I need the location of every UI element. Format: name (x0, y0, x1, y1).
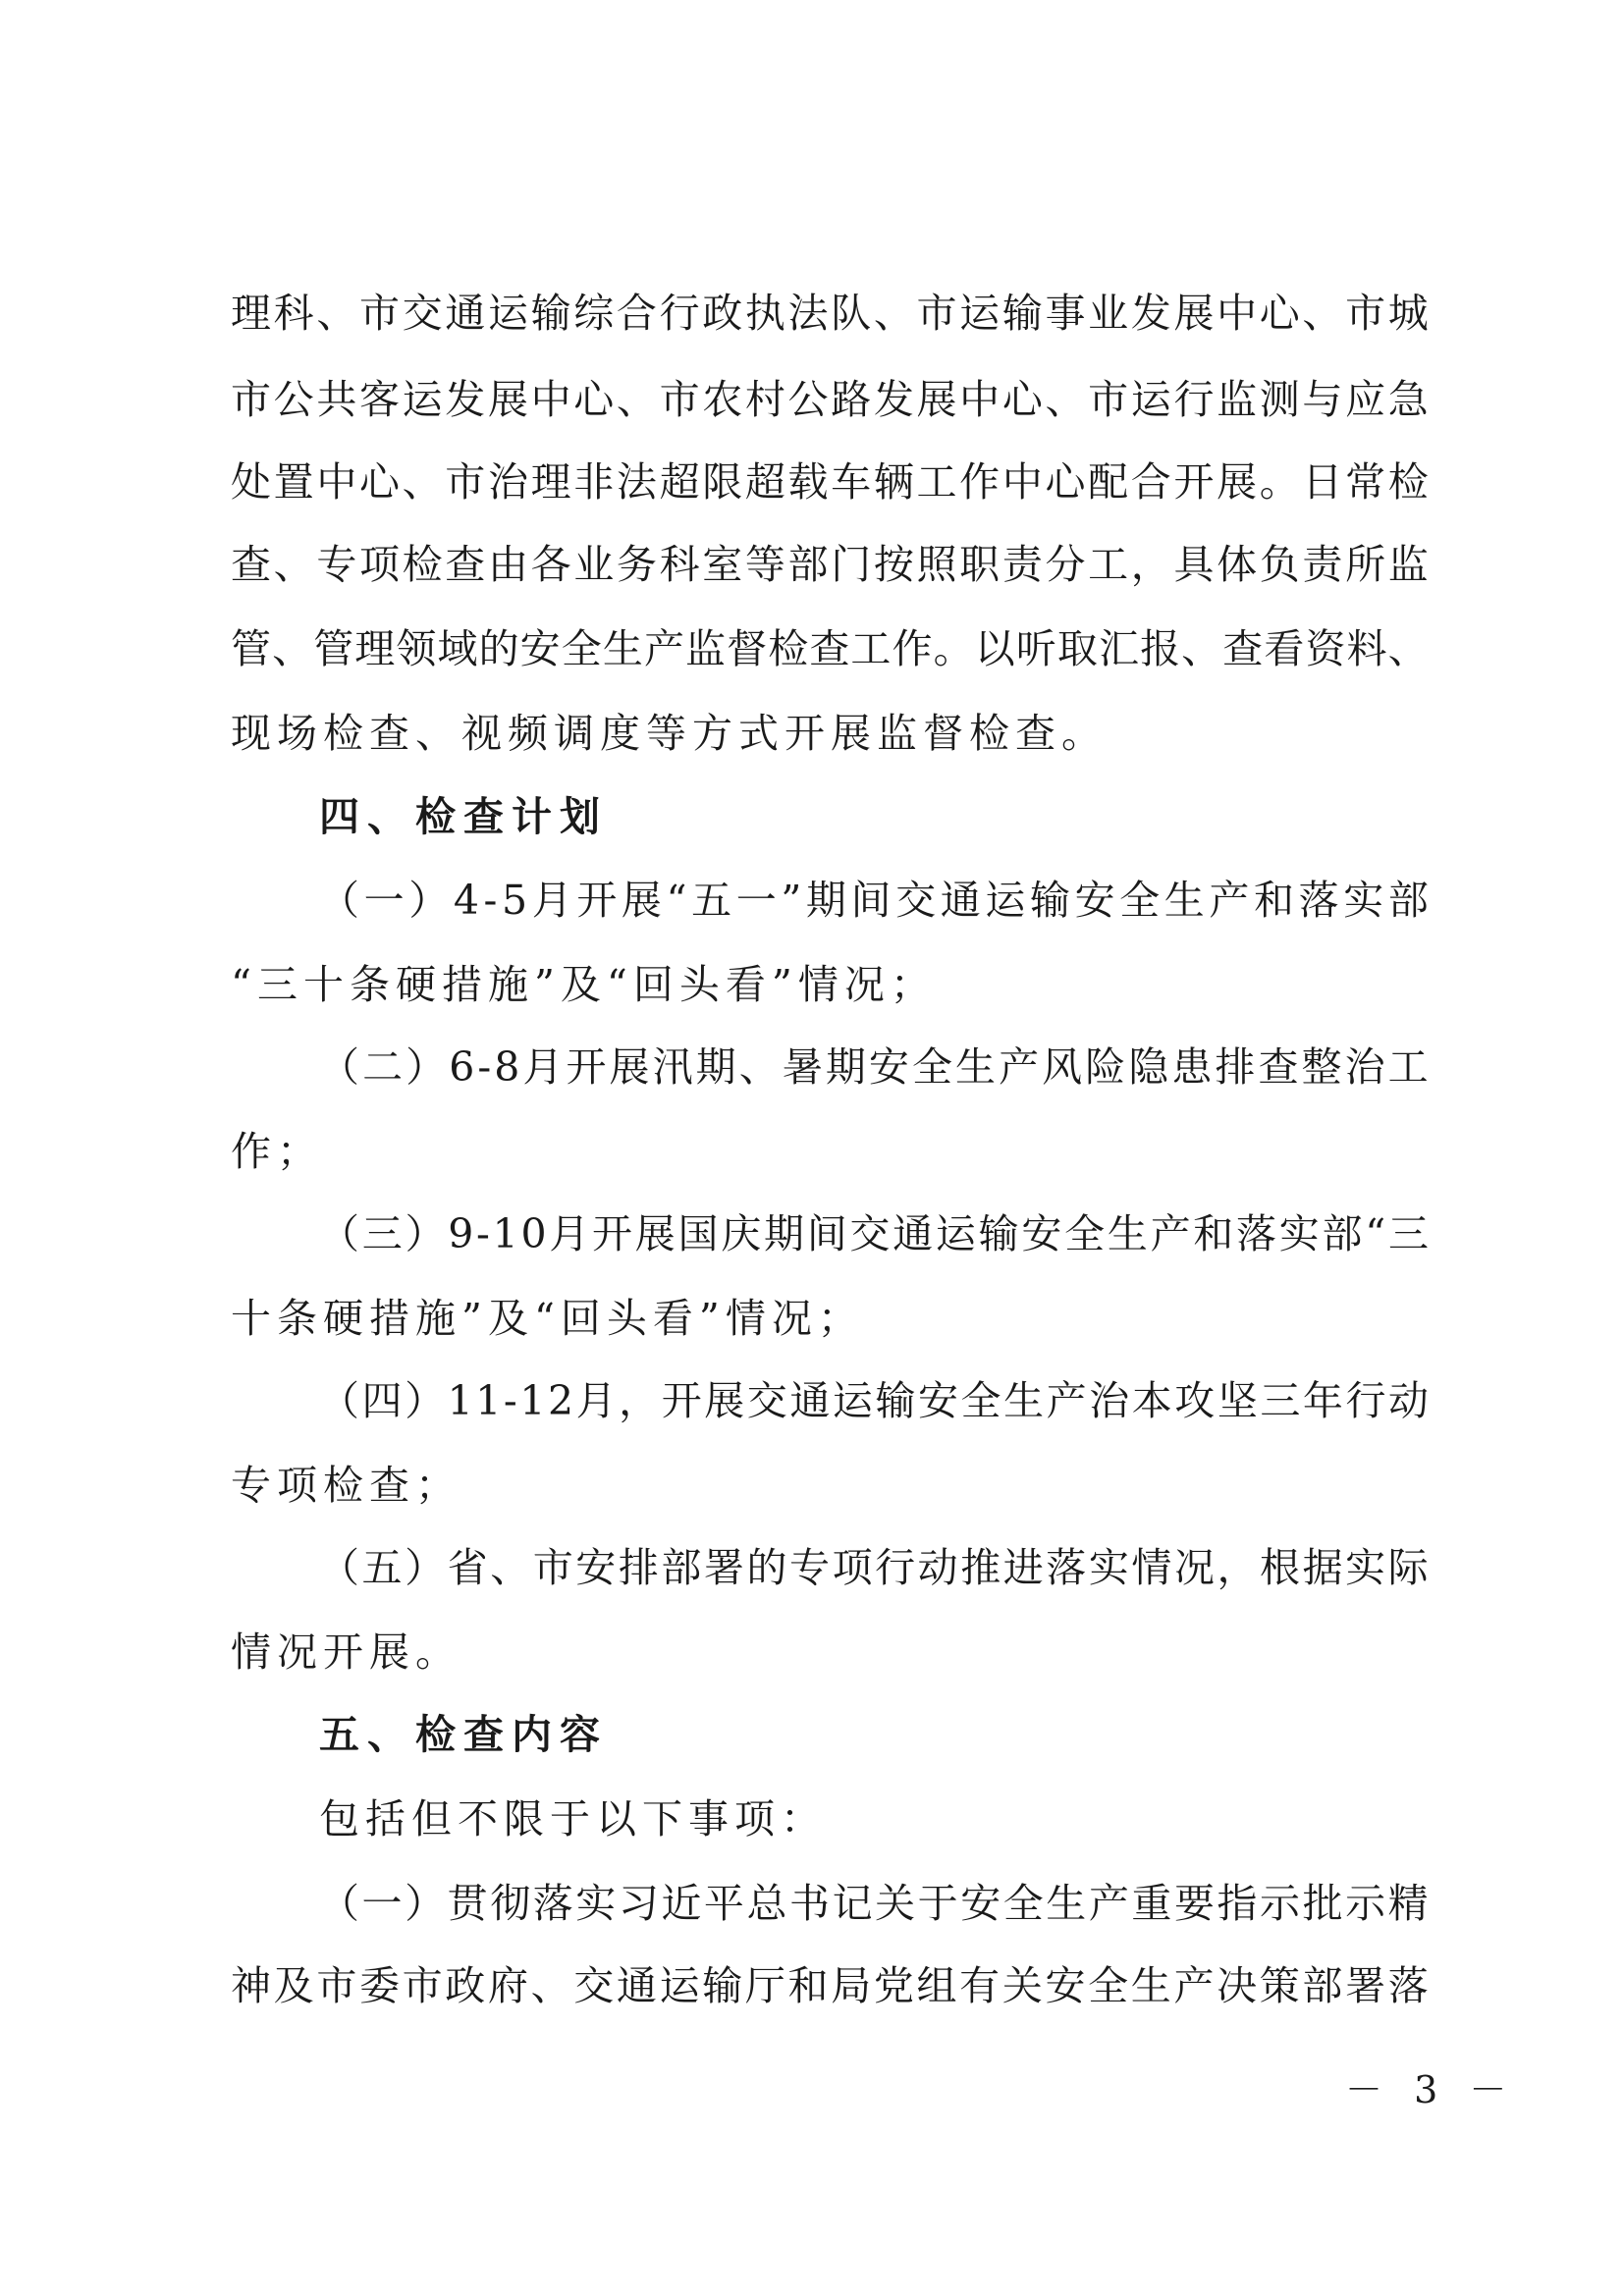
content-item-1-continued: 神 及 市 委 市 政 府 、 交 通 运 输 厅 和 局 党 组 有 关 安 全 生 产 决 策 部 署 落 (231, 1962, 1429, 2009)
section-heading-inspection-plan: 四、检查计划 (319, 793, 608, 840)
plan-item-3: （ 三 ） 9 - 1 0 月 开 展 国 庆 期 间 交 通 运 输 安 全 生 产 和 落 实 部 “ 三 (319, 1210, 1429, 1257)
plan-item-1: （ 一 ） 4 - 5 月 开 展 “ 五 一 ” 期 间 交 通 运 输 安 全 生 产 和 落 实 部 (319, 877, 1429, 924)
plan-item-5: （ 五 ） 省 、 市 安 排 部 署 的 专 项 行 动 推 进 落 实 情 况 ， 根 据 实 际 (319, 1544, 1429, 1591)
content-intro: 包括但不限于以下事项： (319, 1795, 827, 1842)
plan-item-2: （ 二 ） 6 - 8 月 开 展 汛 期 、 暑 期 安 全 生 产 风 险 隐 患 排 查 整 治 工 (319, 1043, 1429, 1091)
body-text-line: 理 科 、 市 交 通 运 输 综 合 行 政 执 法 队 、 市 运 输 事 业 发 展 中 心 、 市 城 (231, 290, 1429, 337)
content-item-1: （ 一 ） 贯 彻 落 实 习 近 平 总 书 记 关 于 安 全 生 产 重 要 指 示 批 示 精 (319, 1880, 1429, 1927)
plan-item-1-continued: “三十条硬措施”及“回头看”情况； (231, 961, 937, 1008)
plan-item-4: （ 四 ） 1 1 - 1 2 月 ， 开 展 交 通 运 输 安 全 生 产 治 本 攻 坚 三 年 行 动 (319, 1377, 1429, 1424)
body-text-line: 市 公 共 客 运 发 展 中 心 、 市 农 村 公 路 发 展 中 心 、 市 运 行 监 测 与 应 急 (231, 376, 1429, 423)
body-text-line: 现场检查、视频调度等方式开展监督检查。 (231, 710, 1108, 757)
section-heading-inspection-content: 五、检查内容 (319, 1711, 608, 1758)
body-text-line: 处 置 中 心 、 市 治 理 非 法 超 限 超 载 车 辆 工 作 中 心 配 合 开 展 。 日 常 检 (231, 458, 1429, 506)
plan-item-2-continued: 作； (231, 1128, 323, 1175)
plan-item-5-continued: 情况开展。 (231, 1629, 461, 1676)
plan-item-4-continued: 专项检查； (231, 1462, 461, 1509)
body-text-line: 查 、 专 项 检 查 由 各 业 务 科 室 等 部 门 按 照 职 责 分 工 ， 具 体 负 责 所 监 (231, 541, 1429, 588)
plan-item-3-continued: 十条硬措施”及“回头看”情况； (231, 1295, 864, 1342)
body-text-line: 管 、 管 理 领 域 的 安 全 生 产 监 督 检 查 工 作 。 以 听 取 汇 报 、 查 看 资 料 、 (231, 625, 1429, 672)
page-number: － 3 － (1345, 2068, 1517, 2111)
